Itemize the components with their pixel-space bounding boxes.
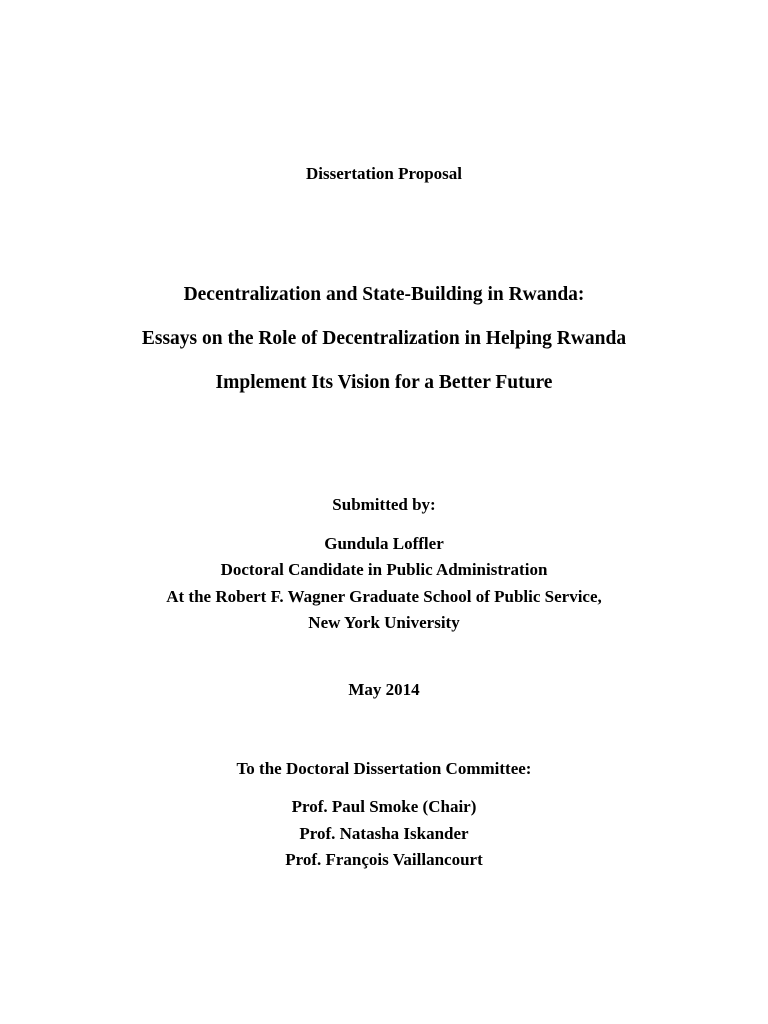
submission-date: May 2014 [348,680,420,699]
title-line-2: Essays on the Role of Decentralization in Helping Rwanda [141,328,627,349]
title-line-1: Decentralization and State-Building in Rwanda: [183,284,585,305]
submitted-by-heading: Submitted by: [332,495,436,514]
committee-heading: To the Doctoral Dissertation Committee: [236,759,532,778]
title-line-3: Implement Its Vision for a Better Future [215,372,553,393]
school-name: At the Robert F. Wagner Graduate School of Public Service, [166,587,602,606]
author-name: Gundula Loffler [324,534,444,553]
committee-member: Prof. Paul Smoke (Chair) [291,797,477,816]
committee-member: Prof. François Vaillancourt [285,850,483,869]
university-name: New York University [308,613,460,632]
author-role: Doctoral Candidate in Public Administration [220,560,548,579]
committee-member: Prof. Natasha Iskander [299,824,469,843]
document-type-label: Dissertation Proposal [306,164,462,183]
